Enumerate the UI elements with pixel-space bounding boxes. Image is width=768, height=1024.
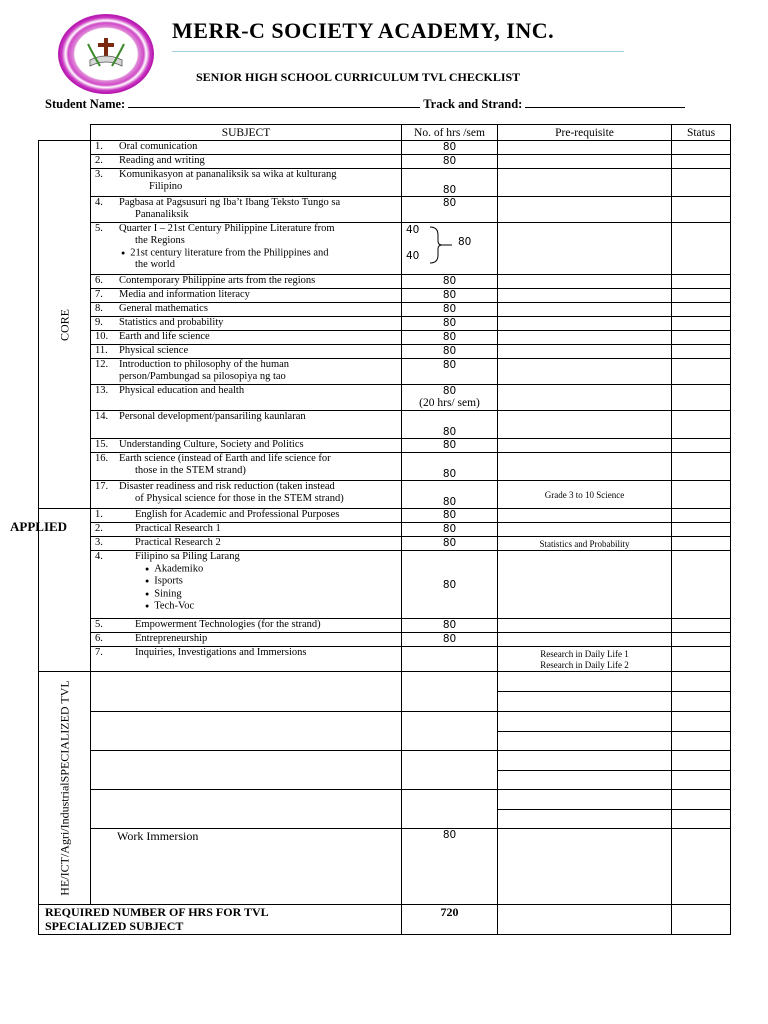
status-cell[interactable] [672,275,731,289]
hours-cell[interactable] [402,790,498,829]
table-row: 7. Media and information literacy 80 [39,289,731,303]
hours-cell: 80 [402,481,498,509]
status-cell[interactable] [672,672,731,692]
hours-cell: 80 [402,359,498,385]
status-cell[interactable] [672,141,731,155]
prereq-cell [498,359,672,385]
hours-cell: 80 [402,303,498,317]
table-row: 13. Physical education and health 80 (20 hrs/ sem) [39,385,731,411]
prereq-cell [498,509,672,523]
subject-name: Statistics and probability [119,317,224,328]
prereq-cell [498,411,672,439]
prereq-cell[interactable] [498,790,672,810]
hours-cell: 80 [402,289,498,303]
subject-name: Earth science (instead of Earth and life science for [119,453,331,464]
track-strand-label: Track and Strand: [423,97,523,111]
prereq-cell [498,331,672,345]
prereq-cell [498,141,672,155]
status-cell[interactable] [672,223,731,275]
hours-cell: 80 [402,509,498,523]
status-cell[interactable] [672,439,731,453]
status-cell[interactable] [672,537,731,551]
status-cell[interactable] [672,771,731,790]
subject-cell[interactable] [91,790,402,829]
hours-cell[interactable] [402,712,498,751]
table-row: 6. Entrepreneurship 80 [39,633,731,647]
header-hours: No. of hrs /sem [402,125,498,141]
table-row: 9. Statistics and probability 80 [39,317,731,331]
subject-name: Filipino sa Piling Larang [135,551,240,562]
header-divider [172,51,624,52]
prereq-cell [498,523,672,537]
status-cell[interactable] [672,169,731,197]
prereq-cell [498,439,672,453]
required-hours-value: 720 [402,905,498,935]
school-seal-icon [58,14,154,94]
table-row: 17. Disaster readiness and risk reduction (taken instead of Physical science for those in the STEM strand) 80 Grade 3 to 10 Science [39,481,731,509]
table-row: 2. Reading and writing 80 [39,155,731,169]
applied-label: APPLIED [10,519,68,534]
subject-cell[interactable] [91,712,402,751]
table-row: 4. Pagbasa at Pagsusuri ng Iba’t Ibang Teksto Tungo sa Pananaliksik 80 [39,197,731,223]
prereq-cell [498,275,672,289]
table-row: 10. Earth and life science 80 [39,331,731,345]
list-item: ● Isports [135,575,401,587]
status-cell[interactable] [672,619,731,633]
status-cell[interactable] [672,523,731,537]
table-row: 15. Understanding Culture, Society and Politics 80 [39,439,731,453]
status-cell[interactable] [672,790,731,810]
hours-cell: 80 [402,411,498,439]
work-immersion-hours: 80 [402,829,498,905]
subject-name: Earth and life science [119,331,210,342]
table-row [39,712,731,732]
hours-cell: 80 [402,275,498,289]
prereq-cell: Grade 3 to 10 Science [498,481,672,509]
status-cell[interactable] [672,155,731,169]
prereq-cell [498,905,672,935]
school-name: MERR-C SOCIETY ACADEMY, INC. [172,18,555,43]
hours-cell: 80 [402,453,498,481]
prereq-cell[interactable] [498,810,672,829]
prereq-cell [498,289,672,303]
prereq-cell [498,317,672,331]
status-cell[interactable] [672,509,731,523]
student-name-label: Student Name: [45,97,126,111]
hours-cell: 80 [402,169,498,197]
status-cell[interactable] [672,829,731,905]
status-cell[interactable] [672,551,731,619]
status-cell[interactable] [672,905,731,935]
status-cell[interactable] [672,385,731,411]
hours-cell: 80 [402,317,498,331]
prereq-cell: Statistics and Probability [498,537,672,551]
subject-name: Entrepreneurship [135,633,208,644]
status-cell[interactable] [672,453,731,481]
applied-side-cell [39,509,91,672]
prereq-cell [498,223,672,275]
curriculum-checklist-table [38,124,731,935]
status-cell[interactable] [672,411,731,439]
header-status: Status [672,125,731,141]
header-blank [39,125,91,141]
status-cell[interactable] [672,692,731,712]
status-cell[interactable] [672,331,731,345]
table-row: 1. English for Academic and Professional Purposes 80 [39,509,731,523]
prereq-cell[interactable] [498,692,672,712]
table-row: 7. Inquiries, Investigations and Immersions Research in Daily Life 1 Research in Daily Life 2 [39,647,731,672]
hours-cell [402,647,498,672]
subject-name: Pagbasa at Pagsusuri ng Iba’t Ibang Teksto Tungo sa [119,197,341,208]
table-row: 8. General mathematics 80 [39,303,731,317]
status-cell[interactable] [672,481,731,509]
status-cell[interactable] [672,751,731,771]
hours-cell: 80 [402,141,498,155]
status-cell[interactable] [672,647,731,672]
list-item: ● Tech-Voc [135,600,401,612]
hours-note: (20 hrs/ sem) [419,397,480,409]
required-hours-row [39,905,731,935]
hours-cell: 80 [402,523,498,537]
subject-name: English for Academic and Professional Purposes [135,509,340,520]
prereq-cell [498,155,672,169]
subject-cell[interactable] [91,751,402,790]
subject-name: Personal development/pansariling kaunlaran [119,411,306,422]
prereq-cell [498,197,672,223]
core-side-cell [39,141,91,509]
track-strand-field[interactable] [525,96,685,108]
prereq-cell [498,619,672,633]
prereq-cell[interactable] [498,672,672,692]
prereq-cell[interactable] [498,712,672,732]
hours-cell: 80 [402,197,498,223]
subject-name: Inquiries, Investigations and Immersions [135,647,307,658]
seal-emblem-icon [86,36,126,72]
specialized-label: HE/ICT/Agri/IndustrialSPECIALIZED TVL [57,680,71,896]
table-row: 14. Personal development/pansariling kaunlaran 80 [39,411,731,439]
prereq-cell: Research in Daily Life 1 Research in Daily Life 2 [498,647,672,672]
checklist-title: SENIOR HIGH SCHOOL CURRICULUM TVL CHECKLIST [196,70,521,84]
brace-icon [426,225,456,265]
header-prerequisite: Pre-requisite [498,125,672,141]
hours-cell: 80 [402,633,498,647]
prereq-cell[interactable] [498,751,672,771]
table-row: 2. Practical Research 1 80 [39,523,731,537]
hours-cell: 80 [402,439,498,453]
student-info-line [45,96,685,112]
status-cell[interactable] [672,732,731,751]
subject-name: Komunikasyon at pananaliksik sa wika at kulturang [119,169,337,180]
prereq-cell [498,345,672,359]
status-cell[interactable] [672,712,731,732]
subject-name: Physical education and health [119,385,245,396]
table-row [39,672,731,692]
work-immersion-label: Work Immersion [91,829,402,905]
subject-name: Oral comunication [119,141,198,152]
status-cell[interactable] [672,317,731,331]
table-row [39,790,731,810]
header-subject: SUBJECT [91,125,402,141]
prereq-cell [498,385,672,411]
subject-name: Understanding Culture, Society and Politics [119,439,304,450]
table-row: 5. Quarter I – 21st Century Philippine Literature from the Regions ● 21st century literature from the Philippines and the world 40 40 80 [39,223,731,275]
table-row: 4. Filipino sa Piling Larang ● Akademiko ● Isports ● Sining ● Tech-Voc 80 [39,551,731,619]
prereq-cell [498,551,672,619]
status-cell[interactable] [672,345,731,359]
required-hours-label: REQUIRED NUMBER OF HRS FOR TVL SPECIALIZED SUBJECT [39,905,402,935]
prereq-cell [498,303,672,317]
prereq-cell[interactable] [498,771,672,790]
subject-name: Introduction to philosophy of the human [119,359,290,370]
hours-cell: 80 [402,155,498,169]
table-row: 5. Empowerment Technologies (for the strand) 80 [39,619,731,633]
hours-cell: 80 [402,537,498,551]
list-item: ● Akademiko [135,563,401,575]
prereq-cell[interactable] [498,829,672,905]
table-row: 3. Practical Research 2 80 Statistics and Probability [39,537,731,551]
subject-name: Empowerment Technologies (for the strand) [135,619,321,630]
table-row: CORE 1. Oral comunication 80 [39,141,731,155]
subject-name: Media and information literacy [119,289,250,300]
status-cell[interactable] [672,197,731,223]
table-header-row [39,125,731,141]
subject-name: Practical Research 2 [135,537,221,548]
hours-cell: 80 (20 hrs/ sem) [402,385,498,411]
status-cell[interactable] [672,810,731,829]
table-row: 3. Komunikasyon at pananaliksik sa wika at kulturang Filipino 80 [39,169,731,197]
subject-name: Practical Research 1 [135,523,221,534]
list-item: ● Sining [135,588,401,600]
table-row: 6. Contemporary Philippine arts from the regions 80 [39,275,731,289]
hours-cell[interactable] [402,672,498,712]
total-hours: 80 [458,236,472,248]
subject-cell[interactable] [91,672,402,712]
subject-name: Reading and writing [119,155,205,166]
specialized-side-cell [39,672,91,905]
quarter-hours-a: 40 [406,224,420,236]
hours-cell: 80 [402,345,498,359]
table-row: 11. Physical science 80 [39,345,731,359]
student-name-field[interactable] [128,96,420,108]
prereq-cell [498,453,672,481]
subject-name: Physical science [119,345,189,356]
status-cell[interactable] [672,303,731,317]
subject-name: Contemporary Philippine arts from the regions [119,275,316,286]
table-row: 16. Earth science (instead of Earth and life science for those in the STEM strand) 80 [39,453,731,481]
hours-cell: 80 [402,331,498,345]
hours-cell [402,223,498,275]
subject-name: Disaster readiness and risk reduction (taken instead [119,481,335,492]
subject-name: Quarter I – 21st Century Philippine Literature from [119,223,335,234]
hours-cell: 80 [402,551,498,619]
status-cell[interactable] [672,633,731,647]
hours-cell: 80 [402,619,498,633]
subject-name: General mathematics [119,303,208,314]
status-cell[interactable] [672,289,731,303]
prereq-cell [498,633,672,647]
table-row: 12. Introduction to philosophy of the human person/Pambungad sa pilosopiya ng tao 80 [39,359,731,385]
work-immersion-row [39,829,731,905]
table-row [39,751,731,771]
core-label: CORE [57,308,71,341]
quarter-hours-b: 40 [406,250,420,262]
prereq-cell[interactable] [498,732,672,751]
hours-cell[interactable] [402,751,498,790]
status-cell[interactable] [672,359,731,385]
prereq-cell [498,169,672,197]
